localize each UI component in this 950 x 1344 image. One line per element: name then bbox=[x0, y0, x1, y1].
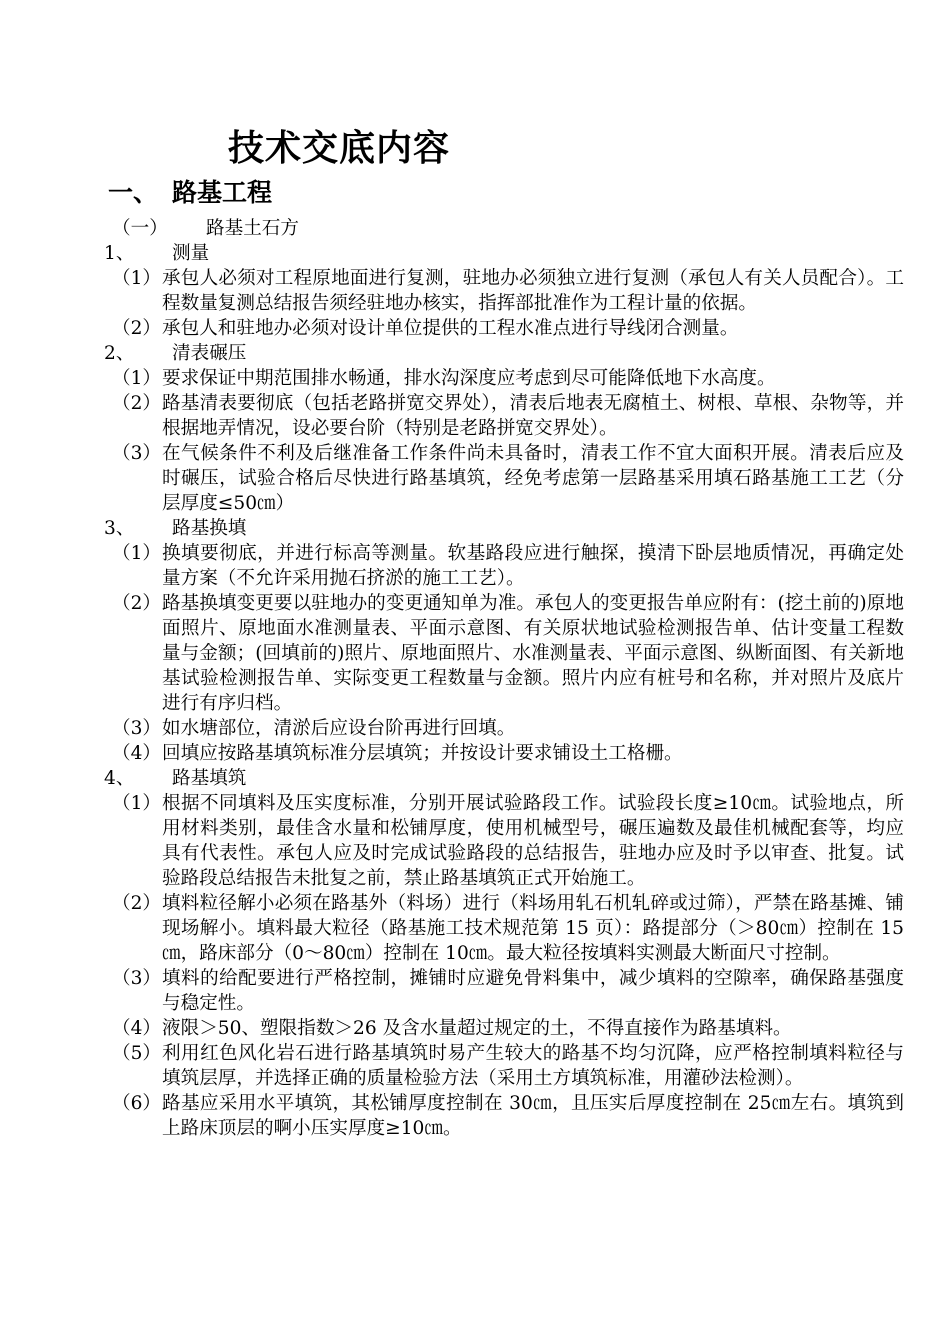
heading-number: 1、 bbox=[104, 243, 135, 264]
list-item bbox=[104, 366, 904, 391]
heading-filling bbox=[104, 766, 904, 791]
item-text: 承包人和驻地办必须对设计单位提供的工程水准点进行导线闭合测量。 bbox=[162, 318, 739, 339]
heading-replacement bbox=[104, 516, 904, 541]
item-number: （2） bbox=[112, 393, 162, 414]
item-text: 在气候条件不利及后继准备工作条件尚未具备时，清表工作不宜大面积开展。清表后应及时碾压，试验合格后尽快进行路基填筑，经免考虑第一层路基采用填石路基施工工艺（分层厚度≤50㎝） bbox=[162, 443, 904, 514]
list-item bbox=[104, 266, 904, 316]
item-text: 根据不同填料及压实度标准，分别开展试验路段工作。试验段长度≥10㎝。试验地点，所用材料类别，最佳含水量和松铺厚度，使用机械型号，碾压遍数及最佳机械配套等，均应具有代表性。承包人应及时完成试验路段的总结报告，驻地办应及时予以审查、批复。试验路段总结报告未批复之前，禁止路基填筑正式开始施工。 bbox=[162, 793, 904, 889]
item-number: （1） bbox=[112, 793, 162, 814]
heading-clearing bbox=[104, 341, 904, 366]
list-item bbox=[104, 316, 904, 341]
item-number: （3） bbox=[112, 443, 162, 464]
subsection-title: 路基土石方 bbox=[206, 218, 299, 239]
item-number: （4） bbox=[112, 1018, 162, 1039]
item-text: 路基清表要彻底（包括老路拼宽交界处），清表后地表无腐植土、树根、草根、杂物等，并根据地弄情况，设必要台阶（特别是老路拼宽交界处）。 bbox=[162, 393, 904, 439]
heading-title: 路基填筑 bbox=[172, 768, 247, 789]
item-number: （1） bbox=[112, 268, 162, 289]
list-item bbox=[104, 891, 904, 966]
item-number: （6） bbox=[112, 1093, 162, 1114]
heading-number: 4、 bbox=[104, 768, 135, 789]
item-text: 路基应采用水平填筑，其松铺厚度控制在 30㎝，且压实后厚度控制在 25㎝左右。填筑到上路床顶层的啊小压实厚度≥10㎝。 bbox=[162, 1093, 904, 1139]
heading-title: 路基换填 bbox=[172, 518, 247, 539]
item-number: （3） bbox=[112, 718, 162, 739]
item-text: 回填应按路基填筑标准分层填筑；并按设计要求铺设土工格栅。 bbox=[162, 743, 683, 764]
heading-number: 2、 bbox=[104, 343, 135, 364]
heading-number: 3、 bbox=[104, 518, 135, 539]
list-item bbox=[104, 1091, 904, 1141]
list-item bbox=[104, 1041, 904, 1091]
section-heading bbox=[108, 173, 272, 209]
list-item bbox=[104, 391, 904, 441]
heading-measure bbox=[104, 241, 904, 266]
heading-title: 清表碾压 bbox=[172, 343, 247, 364]
item-text: 换填要彻底，并进行标高等测量。软基路段应进行触探，摸清下卧层地质情况，再确定处量方案（不允许采用抛石挤淤的施工工艺）。 bbox=[162, 543, 904, 589]
item-text: 要求保证中期范围排水畅通，排水沟深度应考虑到尽可能降低地下水高度。 bbox=[162, 368, 776, 389]
item-number: （3） bbox=[112, 968, 162, 989]
list-item bbox=[104, 791, 904, 891]
item-text: 液限＞50、塑限指数＞26 及含水量超过规定的土，不得直接作为路基填料。 bbox=[162, 1018, 792, 1039]
section-title: 路基工程 bbox=[172, 178, 273, 207]
document-title: 技术交底内容 bbox=[228, 128, 451, 169]
item-number: （4） bbox=[112, 743, 162, 764]
list-item bbox=[104, 591, 904, 716]
item-number: （5） bbox=[112, 1043, 162, 1064]
item-text: 利用红色风化岩石进行路基填筑时易产生较大的路基不均匀沉降，应严格控制填料粒径与填筑层厚，并选择正确的质量检验方法（采用土方填筑标准，用灌砂法检测）。 bbox=[162, 1043, 904, 1089]
subsection-heading bbox=[104, 216, 904, 241]
subsection-number: （一） bbox=[112, 218, 168, 239]
item-text: 填料的给配要进行严格控制，摊铺时应避免骨料集中，减少填料的空隙率，确保路基强度与稳定性。 bbox=[162, 968, 904, 1014]
item-text: 路基换填变更要以驻地办的变更通知单为准。承包人的变更报告单应附有：(挖土前的)原地面照片、原地面水准测量表、平面示意图、有关原状地试验检测报告单、估计变量工程数量与金额；(回填前的)照片、原地面照片、水准测量表、平面示意图、纵断面图、有关新地基试验检测报告单、实际变更工程数量与金额。照片内应有桩号和名称，并对照片及底片进行有序归档。 bbox=[162, 593, 904, 714]
section-number: 一、 bbox=[108, 178, 159, 207]
item-number: （2） bbox=[112, 893, 162, 914]
item-text: 填料粒径解小必须在路基外（料场）进行（料场用轧石机轧碎或过筛），严禁在路基摊、铺现场解小。填料最大粒径（路基施工技术规范第 15 页）：路提部分（＞80㎝）控制在 15㎝，路床部分（0～80㎝）控制在 10㎝。最大粒径按填料实测最大断面尺寸控制。 bbox=[162, 893, 904, 964]
item-number: （2） bbox=[112, 593, 162, 614]
item-number: （1） bbox=[112, 368, 162, 389]
list-item bbox=[104, 1016, 904, 1041]
item-text: 承包人必须对工程原地面进行复测，驻地办必须独立进行复测（承包人有关人员配合）。工程数量复测总结报告须经驻地办核实，指挥部批准作为工程计量的依据。 bbox=[162, 268, 904, 314]
list-item bbox=[104, 716, 904, 741]
list-item bbox=[104, 966, 904, 1016]
document-body bbox=[104, 216, 904, 1141]
list-item bbox=[104, 541, 904, 591]
item-text: 如水塘部位，清淤后应设台阶再进行回填。 bbox=[162, 718, 516, 739]
list-item bbox=[104, 441, 904, 516]
list-item bbox=[104, 741, 904, 766]
item-number: （2） bbox=[112, 318, 162, 339]
heading-title: 测量 bbox=[172, 243, 210, 264]
item-number: （1） bbox=[112, 543, 162, 564]
